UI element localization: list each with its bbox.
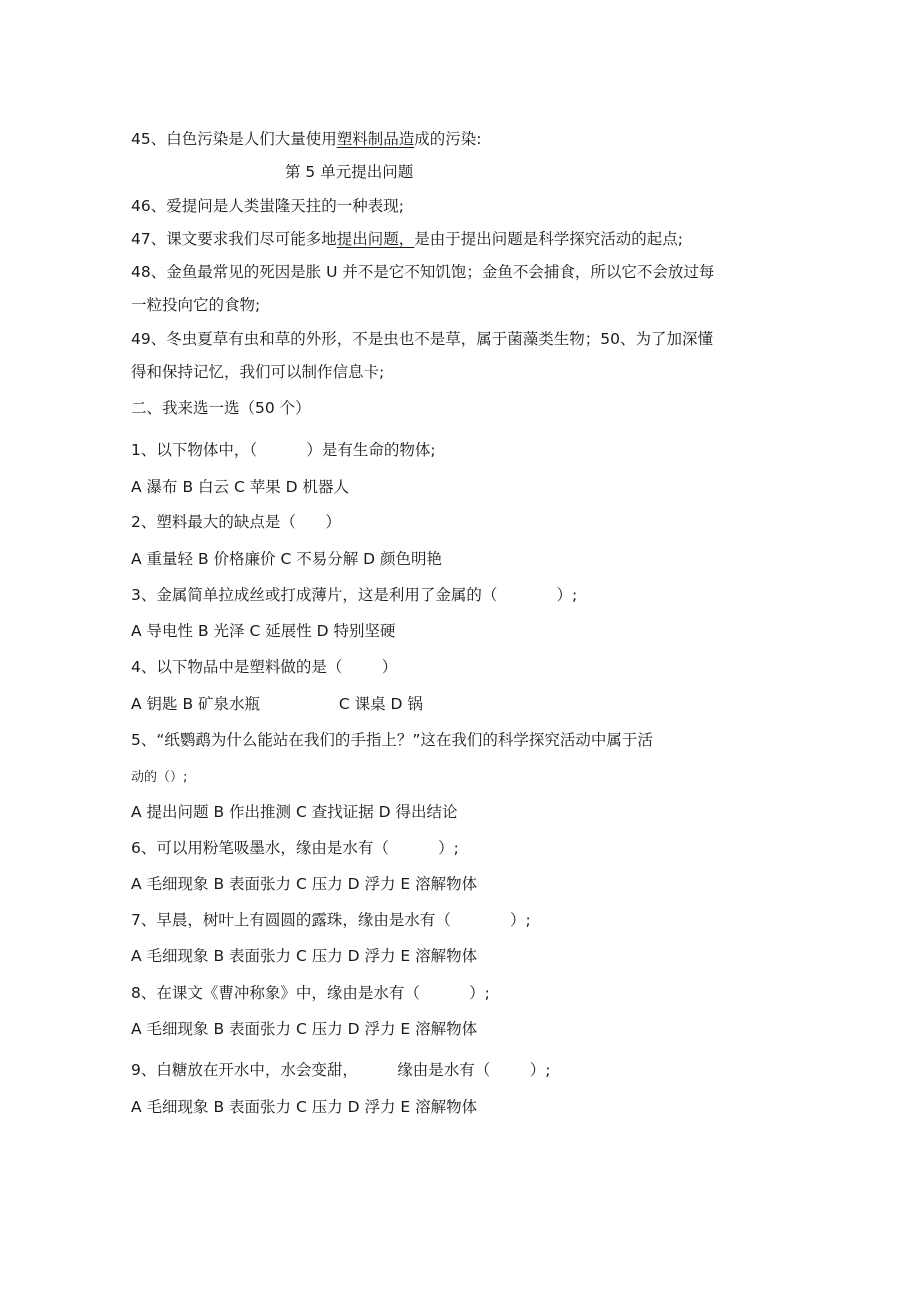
question-8: 8、在课文《曹冲称象》中，缘由是水有（ ）;	[131, 984, 490, 1002]
options-5: A 提出问题 B 作出推测 C 查找证据 D 得出结论	[131, 803, 458, 821]
section-heading: 二、我来选一选（50 个）	[131, 399, 311, 417]
question-7: 7、早晨，树叶上有圆圆的露珠，缘由是水有（ ）;	[131, 911, 531, 929]
question-4: 4、以下物品中是塑料做的是（ ）	[131, 658, 398, 676]
text: 成的污染:	[414, 130, 482, 148]
question-6: 6、可以用粉笔吸墨水，缘由是水有（ ）;	[131, 839, 459, 857]
options-3: A 导电性 B 光泽 C 延展性 D 特别坚硬	[131, 622, 396, 640]
line-48-cont: 一粒投向它的食物;	[131, 296, 261, 314]
line-49: 49、冬虫夏草有虫和草的外形，不是虫也不是草，属于菌藻类生物；50、为了加深懂	[131, 330, 713, 348]
underlined-text: 提出问题，	[336, 230, 415, 248]
text: 45、白色污染是人们大量使用	[131, 130, 337, 148]
unit-heading: 第 5 单元提出问题	[285, 163, 414, 181]
options-7: A 毛细现象 B 表面张力 C 压力 D 浮力 E 溶解物体	[131, 947, 478, 965]
line-45	[131, 128, 481, 150]
question-3: 3、金属简单拉成丝或打成薄片，这是利用了金属的（ ）;	[131, 586, 578, 604]
options-8: A 毛细现象 B 表面张力 C 压力 D 浮力 E 溶解物体	[131, 1020, 478, 1038]
line-46: 46、爱提问是人类蚩隆天拄的一种表现;	[131, 197, 404, 215]
question-2: 2、塑料最大的缺点是（ ）	[131, 513, 341, 531]
question-5-cont: 动的（）;	[131, 770, 188, 785]
options-4: A 钥匙 B 矿泉水瓶 C 课桌 D 锅	[131, 695, 423, 713]
text: 是由于提出问题是科学探究活动的起点;	[414, 230, 683, 248]
question-9: 9、白糖放在开水中，水会变甜， 缘由是水有（ ）;	[131, 1061, 551, 1079]
question-5: 5、“纸鹦鹉为什么能站在我们的手指上？”这在我们的科学探究活动中属于活	[131, 731, 653, 749]
line-47	[131, 228, 683, 250]
options-1: A 瀑布 B 白云 C 苹果 D 机器人	[131, 478, 349, 496]
options-6: A 毛细现象 B 表面张力 C 压力 D 浮力 E 溶解物体	[131, 875, 478, 893]
underlined-text: 塑料制品造	[336, 130, 415, 148]
text: 47、课文要求我们尽可能多地	[131, 230, 337, 248]
options-9: A 毛细现象 B 表面张力 C 压力 D 浮力 E 溶解物体	[131, 1098, 478, 1116]
line-48: 48、金鱼最常见的死因是胀 U 并不是它不知饥饱；金鱼不会捕食，所以它不会放过每	[131, 263, 715, 281]
line-49-cont: 得和保持记忆，我们可以制作信息卡;	[131, 363, 385, 381]
question-1: 1、以下物体中，（ ）是有生命的物体;	[131, 441, 436, 459]
options-2: A 重量轻 B 价格廉价 C 不易分解 D 颜色明艳	[131, 550, 442, 568]
